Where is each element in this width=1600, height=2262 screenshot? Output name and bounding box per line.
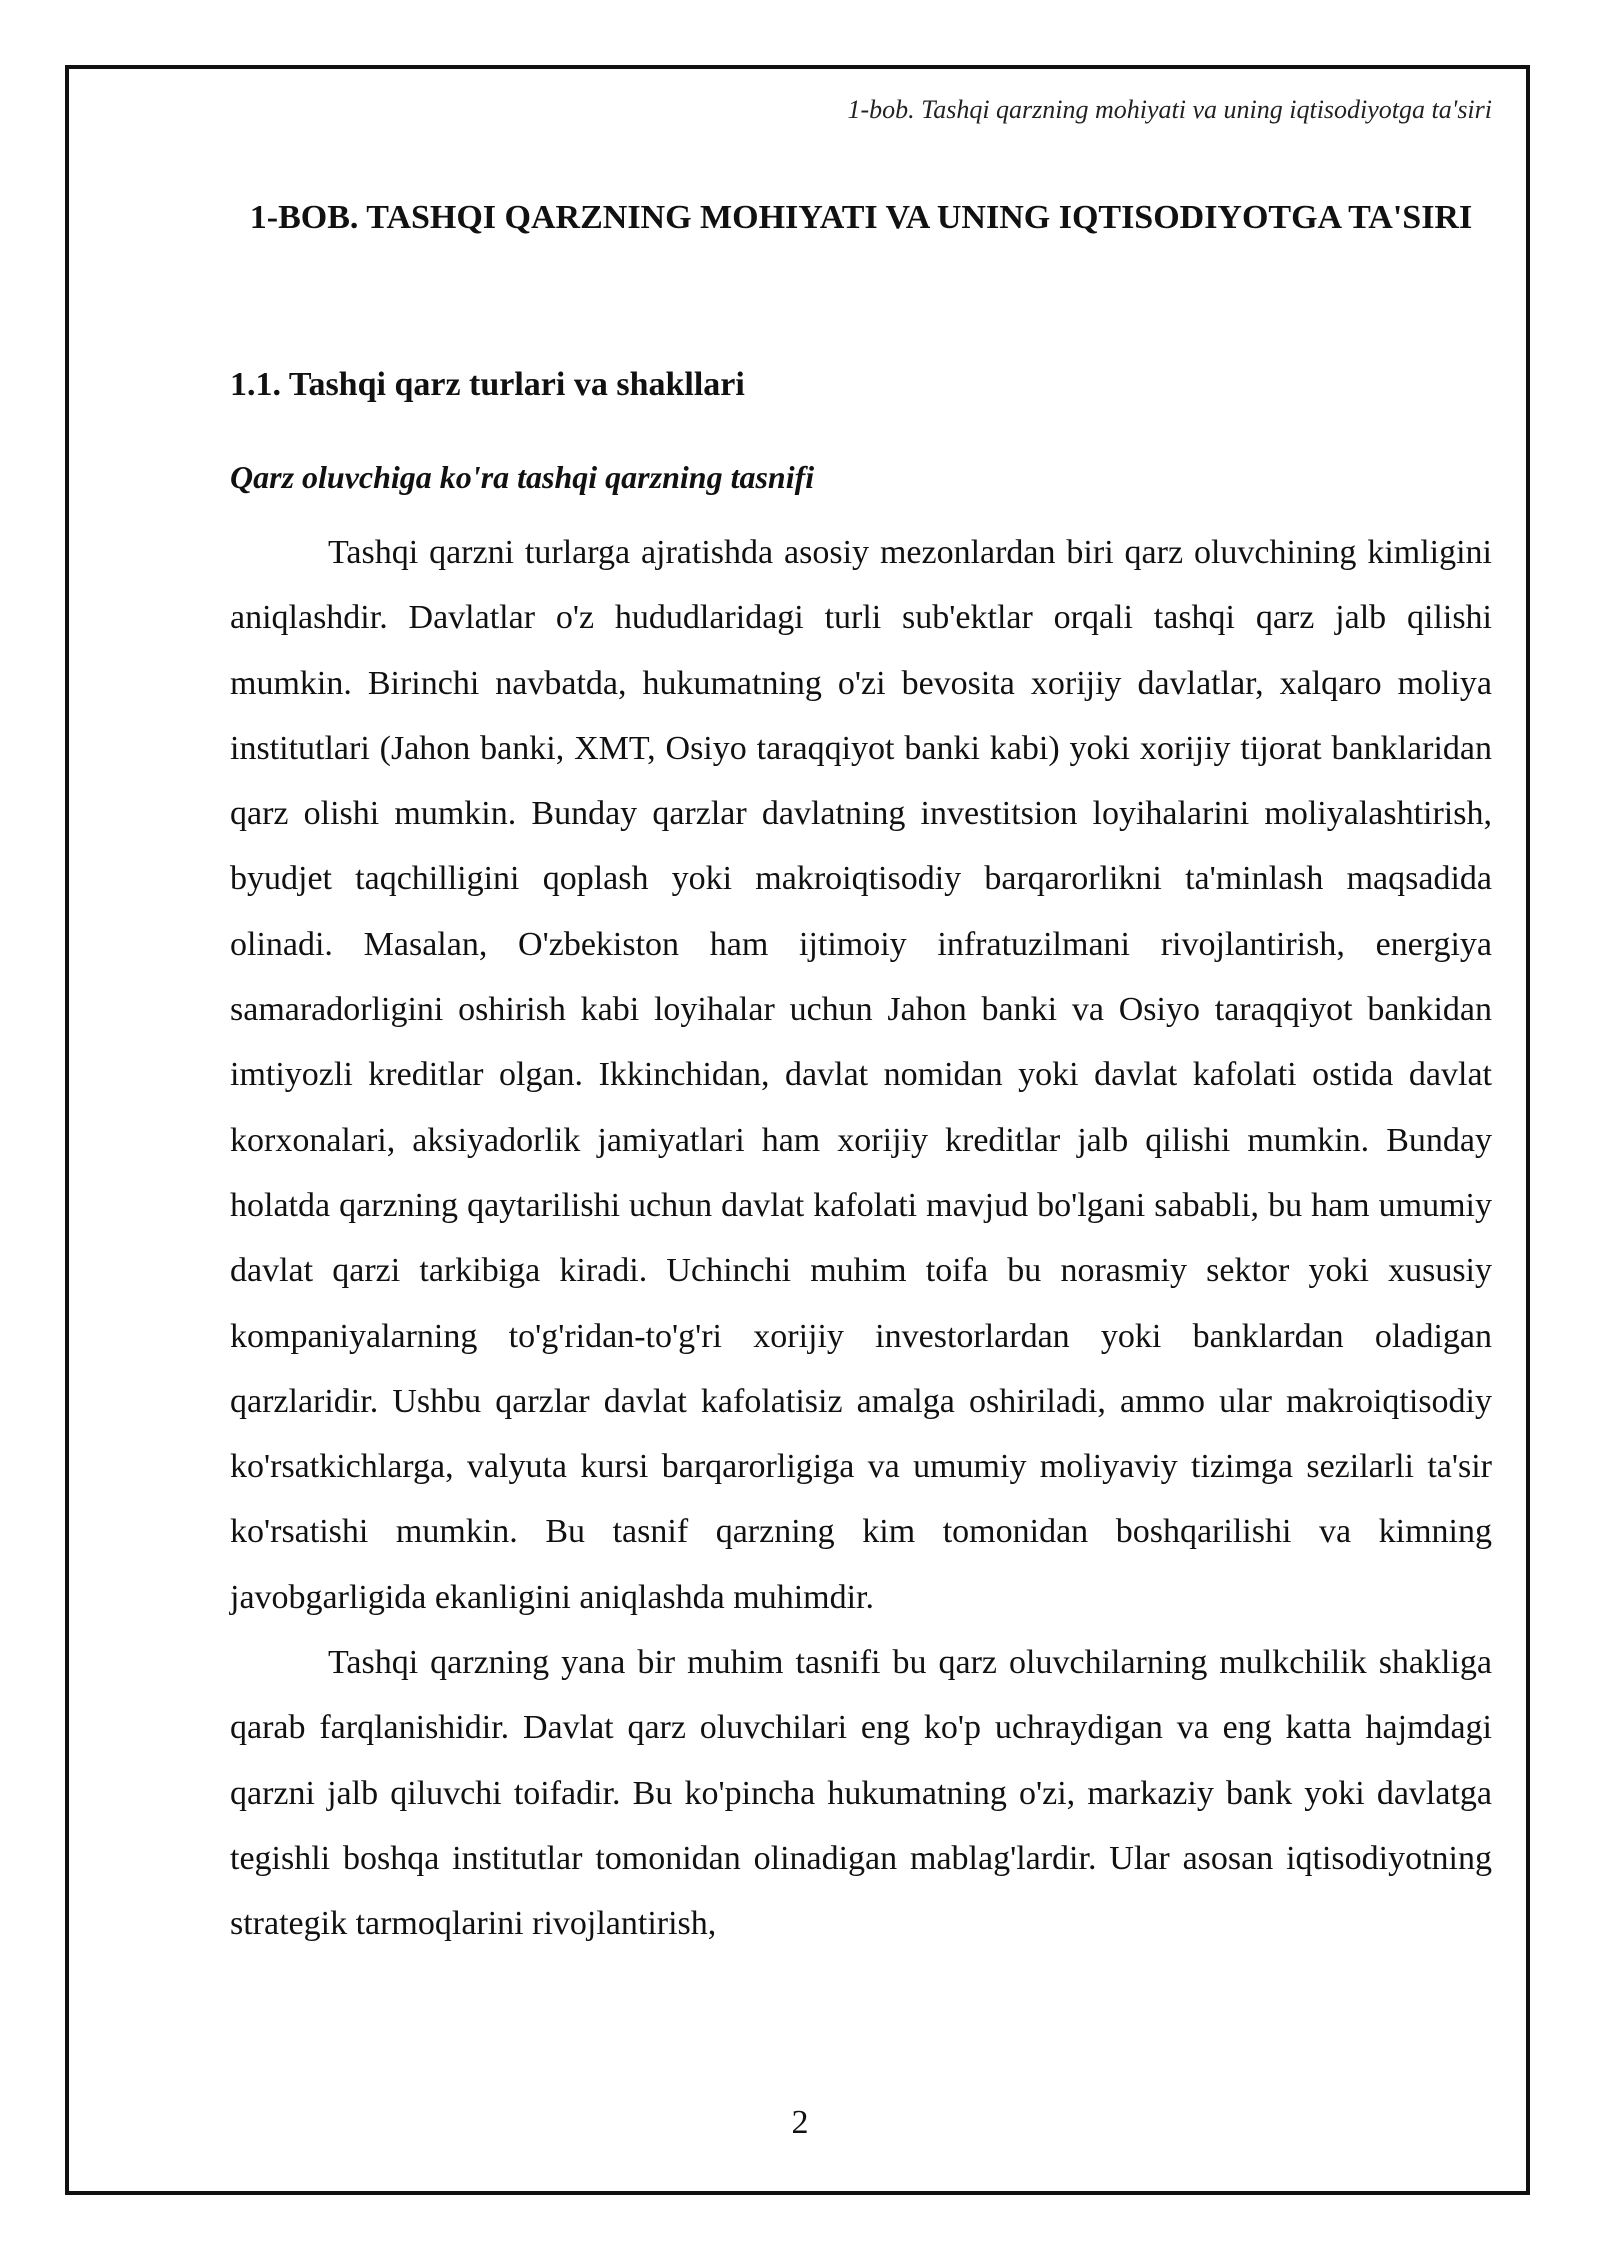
chapter-title: 1-BOB. TASHQI QARZNING MOHIYATI VA UNING IQTISODIYOTGA TA'SIRI <box>249 199 1473 236</box>
running-header: 1-bob. Tashqi qarzning mohiyati va uning iqtisodiyotga ta'siri <box>847 95 1492 124</box>
paragraph: Tashqi qarzning yana bir muhim tasnifi bu qarz oluvchilarning mulkchilik shakliga qarab farqlanishidir. Davlat qarz oluvchilari eng ko'p uchraydigan va eng katta hajmdagi qarzni jalb qiluvchi toifadir. Bu ko'pincha hukumatning o'zi, markaziy bank yoki davlatga tegishli boshqa institutlar tomonidan olinadigan mablag'lardir. Ular asosan iqtisodiyotning strategik tarmoqlarini rivojlantirish, <box>230 1644 1492 1943</box>
subsection-title: Qarz oluvchiga ko'ra tashqi qarzning tasnifi <box>230 459 815 495</box>
body-text <box>230 520 1492 1957</box>
paragraph: Tashqi qarzni turlarga ajratishda asosiy mezonlardan biri qarz oluvchining kimligini aniqlashdir. Davlatlar o'z hududlaridagi turli sub'ektlar orqali tashqi qarz jalb qilishi mumkin. Birinchi navbatda, hukumatning o'zi bevosita xorijiy davlatlar, xalqaro moliya institutlari (Jahon banki, XMT, Osiyo taraqqiyot banki kabi) yoki xorijiy tijorat banklaridan qarz olishi mumkin. Bunday qarzlar davlatning investitsion loyihalarini moliyalashtirish, byudjet taqchilligini qoplash yoki makroiqtisodiy barqarorlikni ta'minlash maqsadida olinadi. Masalan, O'zbekiston ham ijtimoiy infratuzilmani rivojlantirish, energiya samaradorligini oshirish kabi loyihalar uchun Jahon banki va Osiyo taraqqiyot bankidan imtiyozli kreditlar olgan. Ikkinchidan, davlat nomidan yoki davlat kafolati ostida davlat korxonalari, aksiyadorlik jamiyatlari ham xorijiy kreditlar jalb qilishi mumkin. Bunday holatda qarzning qaytarilishi uchun davlat kafolati mavjud bo'lgani sababli, bu ham umumiy davlat qarzi tarkibiga kiradi. Uchinchi muhim toifa bu norasmiy sektor yoki xususiy kompaniyalarning to'g'ridan-to'g'ri xorijiy investorlardan yoki banklardan oladigan qarzlaridir. Ushbu qarzlar davlat kafolatisiz amalga oshiriladi, ammo ular makroiqtisodiy ko'rsatkichlarga, valyuta kursi barqarorligiga va umumiy moliyaviy tizimga sezilarli ta'sir ko'rsatishi mumkin. Bu tasnif qarzning kim tomonidan boshqarilishi va kimning javobgarligida ekanligini aniqlashda muhimdir. <box>230 534 1492 1616</box>
section-title: 1.1. Tashqi qarz turlari va shakllari <box>230 366 745 403</box>
page-number: 2 <box>791 2104 809 2141</box>
